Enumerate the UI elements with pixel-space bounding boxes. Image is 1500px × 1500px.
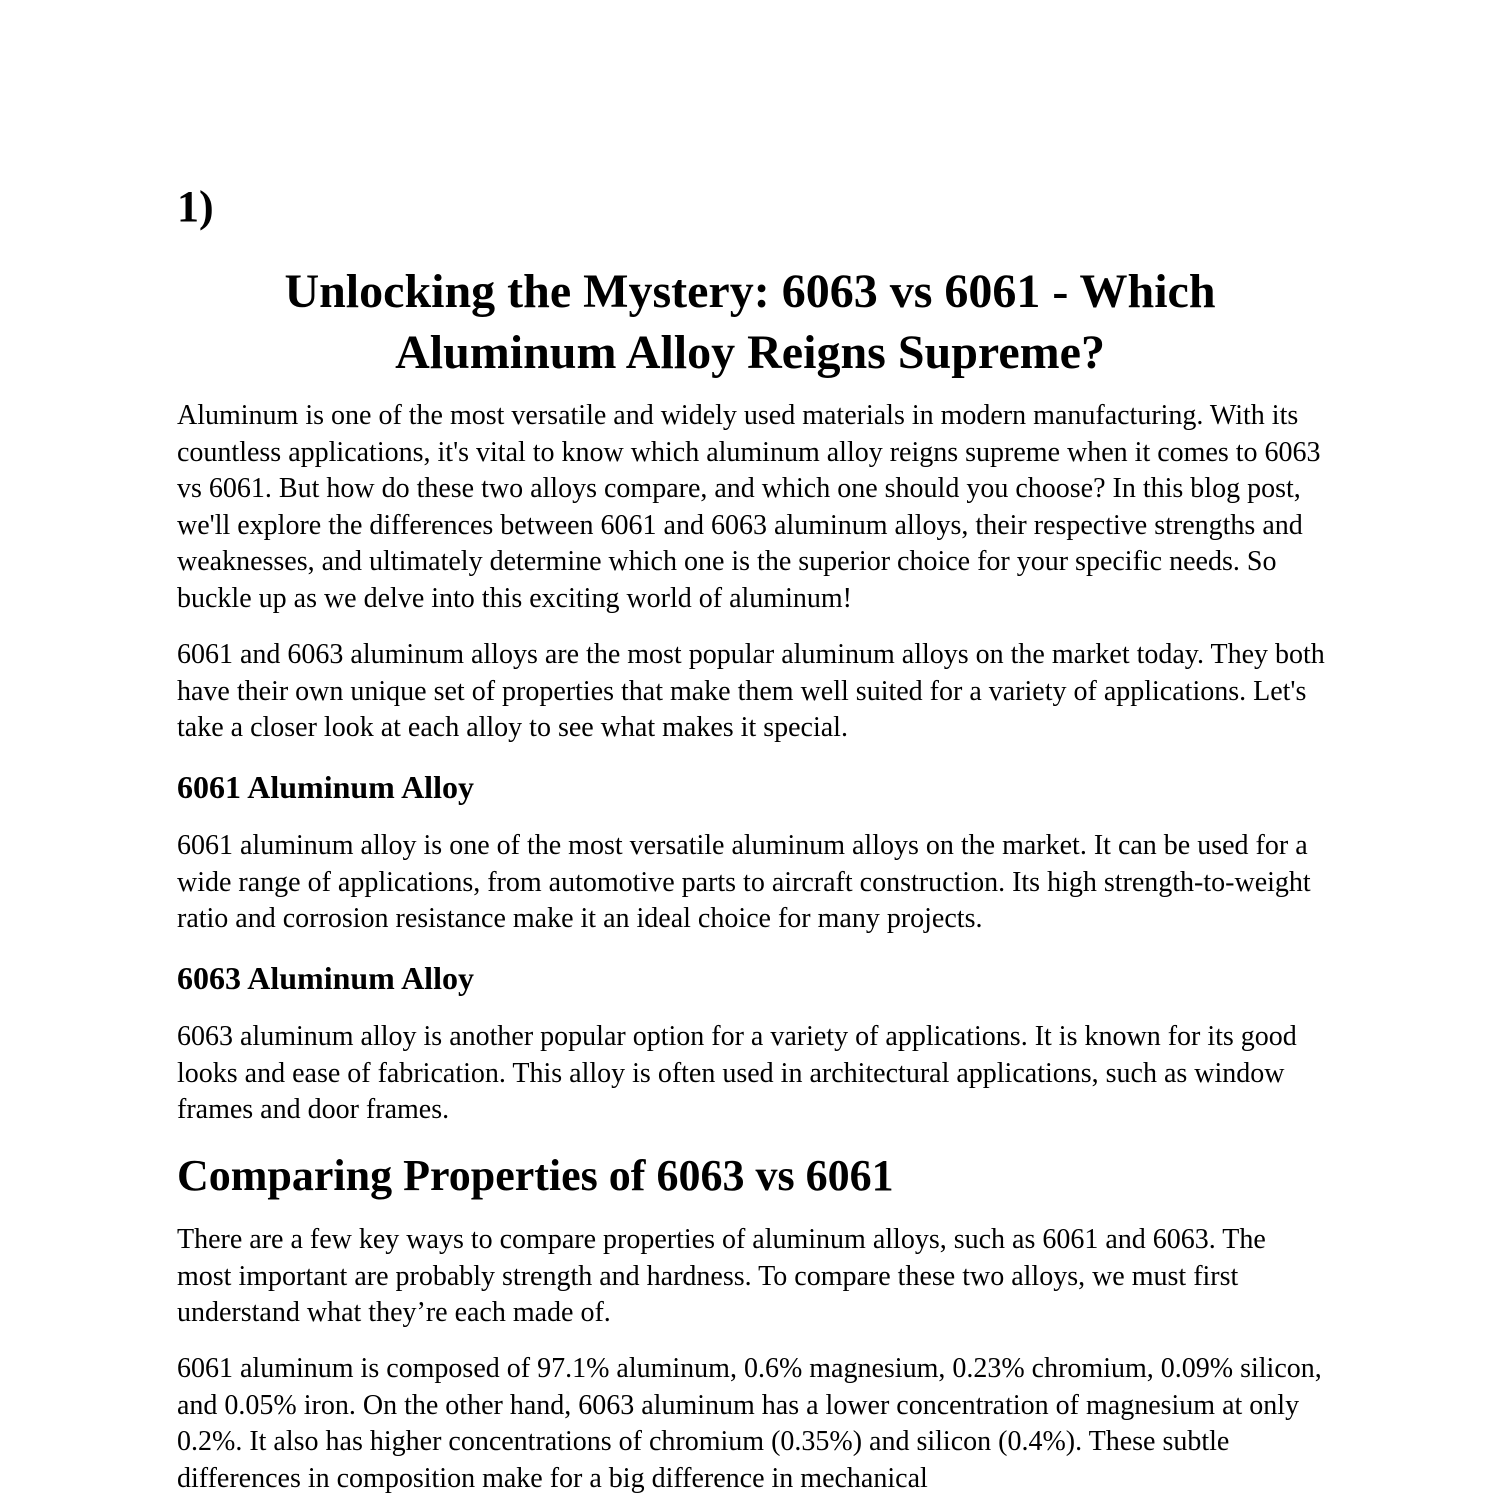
heading-comparing-properties: Comparing Properties of 6063 vs 6061 <box>177 1151 894 1200</box>
heading-6063-alloy: 6063 Aluminum Alloy <box>177 960 474 996</box>
paragraph-comparing-1: There are a few key ways to compare properties of aluminum alloys, such as 6061 and 6063. The most important are probably strength and hardness. To compare these two alloys, we must first understand what they’re each made of. <box>177 1224 1266 1328</box>
intro-paragraph-2: 6061 and 6063 aluminum alloys are the most popular aluminum alloys on the market today. They both have their own unique set of properties that make them well suited for a variety of applications. Let's take a closer look at each alloy to see what makes it special. <box>177 639 1325 743</box>
paragraph-6063-alloy: 6063 aluminum alloy is another popular option for a variety of applications. It is known for its good looks and ease of fabrication. This alloy is often used in architectural applications, such as window frames and door frames. <box>177 1021 1297 1125</box>
paragraph-comparing-2: 6061 aluminum is composed of 97.1% aluminum, 0.6% magnesium, 0.23% chromium, 0.09% silicon, and 0.05% iron. On the other hand, 6063 aluminum has a lower concentration of magnesium at only 0.2%. It also has higher concentrations of chromium (0.35%) and silicon (0.4%). These subtle differences in composition make for a big difference in mechanical <box>177 1353 1322 1494</box>
intro-paragraph-1: Aluminum is one of the most versatile and widely used materials in modern manufacturing. With its countless applications, it's vital to know which aluminum alloy reigns supreme when it comes to 6063 vs 6061. But how do these two alloys compare, and which one should you choose? In this blog post, we'll explore the differences between 6061 and 6063 aluminum alloys, their respective strengths and weaknesses, and ultimately determine which one is the superior choice for your specific needs. So buckle up as we delve into this exciting world of aluminum! <box>177 400 1321 614</box>
article-title: Unlocking the Mystery: 6063 vs 6061 - Which Aluminum Alloy Reigns Supreme? <box>284 265 1216 379</box>
heading-6061-alloy: 6061 Aluminum Alloy <box>177 769 474 805</box>
list-number: 1) <box>177 182 214 231</box>
paragraph-6061-alloy: 6061 aluminum alloy is one of the most versatile aluminum alloys on the market. It can be used for a wide range of applications, from automotive parts to aircraft construction. Its high strength-to-weight ratio and corrosion resistance make it an ideal choice for many projects. <box>177 830 1311 934</box>
